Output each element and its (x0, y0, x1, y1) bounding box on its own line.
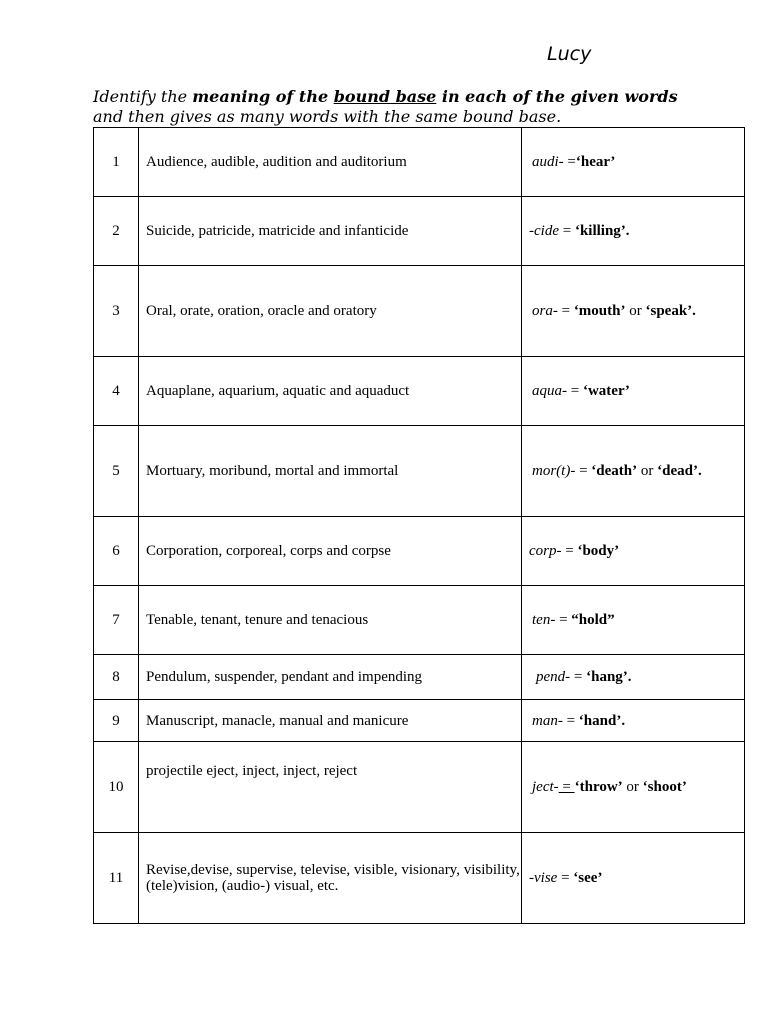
row-number: 9 (94, 700, 139, 742)
instructions-part-4: in each of the given words (436, 87, 678, 106)
row-number: 3 (94, 266, 139, 357)
instructions-part-1: Identify the (93, 87, 193, 106)
meaning-cell (522, 357, 745, 426)
word-list: Pendulum, suspender, pendant and impending (139, 655, 522, 700)
word-list: Oral, orate, oration, oracle and oratory (139, 266, 522, 357)
word-list: Aquaplane, aquarium, aquatic and aquaduct (139, 357, 522, 426)
table-row (94, 833, 745, 924)
meaning: ‘hear’ (575, 154, 616, 170)
meaning-alt: ‘dead’. (657, 463, 702, 479)
meaning-cell (522, 517, 745, 586)
row-number: 6 (94, 517, 139, 586)
conjunction: or (637, 463, 658, 479)
word-list: Tenable, tenant, tenure and tenacious (139, 586, 522, 655)
conjunction: or (625, 303, 646, 319)
row-number: 8 (94, 655, 139, 700)
conjunction: or (622, 779, 643, 795)
equals-sign: = (558, 779, 575, 795)
bound-base: ten- (532, 612, 556, 628)
row-number: 5 (94, 426, 139, 517)
equals-sign: = (557, 870, 574, 886)
word-list: Corporation, corporeal, corps and corpse (139, 517, 522, 586)
meaning-cell (522, 266, 745, 357)
meaning: ‘see’ (573, 870, 603, 886)
equals-sign: = (557, 303, 574, 319)
meaning: ‘water’ (582, 383, 630, 399)
meaning-cell (522, 833, 745, 924)
equals-sign: = (561, 543, 578, 559)
row-number: 2 (94, 197, 139, 266)
meaning-alt: ‘speak’. (645, 303, 696, 319)
row-number: 1 (94, 128, 139, 197)
bound-base: aqua- (532, 383, 567, 399)
equals-sign: = (555, 612, 572, 628)
instructions-part-2: meaning of the (192, 87, 334, 106)
equals-sign: = (563, 154, 576, 170)
author-name: Lucy (547, 43, 592, 65)
bound-base: ject- (532, 779, 559, 795)
bound-base: mor(t)- (532, 463, 576, 479)
equals-sign: = (567, 383, 583, 399)
word-list: Audience, audible, audition and auditorium (139, 128, 522, 197)
row-number: 10 (94, 742, 139, 833)
meaning: ‘body’ (577, 543, 620, 559)
word-list: Revise,devise, supervise, televise, visible, visionary, visibility, (tele)vision, (audio-) visual, etc. (139, 833, 522, 924)
meaning-cell (522, 586, 745, 655)
meaning: “hold” (571, 612, 615, 628)
bound-base: audi- (532, 154, 564, 170)
meaning-cell (522, 742, 745, 833)
equals-sign: = (558, 223, 575, 239)
table-row (94, 700, 745, 742)
meaning-alt: ‘shoot’ (642, 779, 687, 795)
word-list: Mortuary, moribund, mortal and immortal (139, 426, 522, 517)
meaning: ‘hand’. (578, 712, 626, 729)
word-list: Manuscript, manacle, manual and manicure (139, 700, 522, 742)
row-number: 4 (94, 357, 139, 426)
table-row (94, 266, 745, 357)
row-number: 7 (94, 586, 139, 655)
meaning-cell (522, 426, 745, 517)
instructions (93, 87, 693, 127)
instructions-part-5: and then gives as many words with the same bound base. (93, 107, 562, 126)
table-row (94, 197, 745, 266)
meaning-cell (522, 700, 745, 742)
table-row (94, 517, 745, 586)
meaning: ‘hang’. (586, 669, 632, 685)
bound-base: -cide (529, 223, 559, 239)
word-list: Suicide, patricide, matricide and infanticide (139, 197, 522, 266)
equals-sign: = (570, 669, 587, 685)
equals-sign: = (575, 463, 592, 479)
table-row (94, 357, 745, 426)
equals-sign: = (562, 712, 579, 729)
bound-base: -vise (529, 870, 558, 886)
word-list: projectile eject, inject, inject, reject (139, 742, 522, 833)
row-number: 11 (94, 833, 139, 924)
table-row (94, 586, 745, 655)
bound-base-table (93, 127, 745, 924)
bound-base: corp- (529, 543, 562, 559)
meaning: ‘throw’ (574, 779, 623, 795)
meaning-cell (522, 128, 745, 197)
bound-base: pend- (536, 669, 571, 685)
meaning: ‘killing’. (574, 223, 630, 239)
bound-base: ora- (532, 303, 558, 319)
table-row (94, 128, 745, 197)
meaning-cell (522, 655, 745, 700)
bound-base: man- (532, 712, 563, 729)
table-row (94, 742, 745, 833)
instructions-part-3: bound base (333, 87, 437, 106)
table-row (94, 426, 745, 517)
meaning: ‘death’ (591, 463, 638, 479)
table-row (94, 655, 745, 700)
meaning-cell (522, 197, 745, 266)
meaning: ‘mouth’ (573, 303, 626, 319)
